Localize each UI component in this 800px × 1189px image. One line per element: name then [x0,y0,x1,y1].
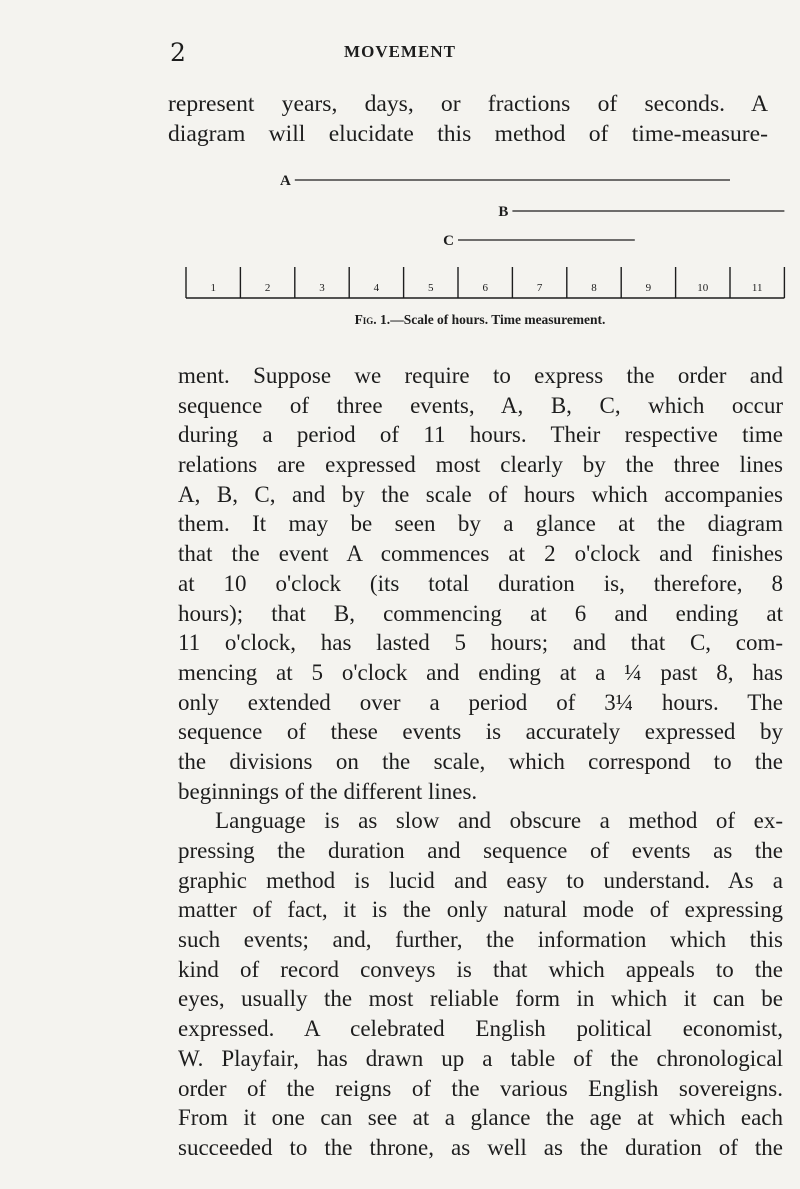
text-line: the divisions on the scale, which correspond to the [178,748,783,774]
text-line: kind of record conveys is that which appeals to the [178,956,783,982]
text-line: hours); that B, commencing at 6 and ending at [178,600,783,626]
text-line: A, B, C, and by the scale of hours which accompanies [178,481,783,507]
text-line: succeeded to the throne, as well as the duration of the [178,1134,783,1160]
text-line: that the event A commences at 2 o'clock and finishes [178,541,783,567]
text-line: graphic method is lucid and easy to understand. As a [178,867,783,893]
hour-label: 9 [645,282,652,294]
running-head [0,38,800,68]
main-paragraphs [178,361,783,1163]
hour-label: 5 [428,282,434,294]
chapter-title: MOVEMENT [344,42,456,61]
text-line: Language is as slow and obscure a method of ex- [178,808,783,834]
text-line: them. It may be seen by a glance at the diagram [178,511,783,537]
page-number: 2 [170,38,186,67]
text-line: pressing the duration and sequence of events as the [178,838,783,863]
hour-label: 6 [482,282,488,294]
text-line: expressed. A celebrated English political economist, [178,1016,783,1042]
hour-label: 2 [264,282,271,294]
text-line: only extended over a period of 3¼ hours. The [178,689,783,715]
text-line: sequence of three events, A, B, C, which occur [178,392,783,418]
text-line: matter of fact, it is the only natural mode of expressing [178,897,783,923]
text-line: order of the reigns of the various English sovereigns. [178,1075,783,1101]
hour-label: 1 [210,282,216,294]
text-line: mencing at 5 o'clock and ending at a ¼ past 8, has [178,659,783,685]
bar-label-c: C [443,233,454,249]
top-paragraph [168,90,768,149]
text-line: sequence of these events is accurately expressed by [178,719,783,745]
hour-label: 3 [319,282,325,294]
hour-label: 7 [536,282,543,294]
figure-caption [180,312,780,328]
text-line: ment. Suppose we require to express the order and [178,363,783,388]
text-line: beginnings of the different lines. [178,778,478,804]
figure-number: Fig. 1. [354,312,391,327]
text-line: From it one can see at a glance the age at which each [178,1105,783,1131]
text-line: eyes, usually the most reliable form in which it can be [178,986,783,1012]
text-line: during a period of 11 hours. Their respective time [178,422,783,448]
text-line: diagram will elucidate this method of time-measure- [168,120,768,147]
text-line: W. Playfair, has drawn up a table of the chronological [178,1045,783,1071]
text-line: relations are expressed most clearly by the three lines [178,452,783,478]
hour-label: 8 [591,282,597,294]
text-line: such events; and, further, the information which this [178,927,783,953]
hour-label: 10 [697,282,709,294]
hour-label: 11 [751,282,763,294]
text-line: 11 o'clock, has lasted 5 hours; and that C, com- [178,630,783,656]
text-line: represent years, days, or fractions of seconds. A [168,91,768,117]
text-line: at 10 o'clock (its total duration is, therefore, 8 [178,570,783,596]
bar-label-a: A [279,173,291,189]
hour-label: 4 [373,282,380,294]
bar-label-b: B [498,204,509,220]
figure-caption-text: —Scale of hours. Time measurement. [390,312,606,327]
